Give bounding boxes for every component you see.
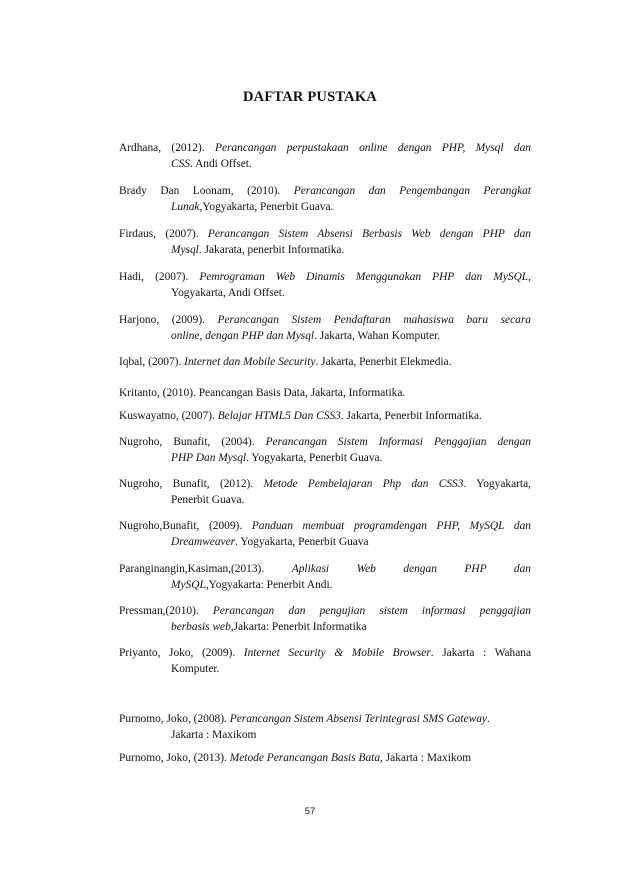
reference-publisher: . Jakarta, Wahan Komputer. xyxy=(314,330,441,342)
reference-publisher: . Andi Offset. xyxy=(190,158,252,170)
reference-publisher: Jakarta : Maxikom xyxy=(171,729,257,741)
reference-title: PHP Dan Mysql xyxy=(171,452,247,464)
reference-title: Panduan membuat programdengan PHP, MySQL dan xyxy=(251,520,531,532)
reference-title: Perancangan Sistem Absensi Berbasis Web dengan PHP dan xyxy=(207,228,531,240)
reference-line xyxy=(119,183,531,199)
reference-title: online, dengan PHP dan Mysql xyxy=(171,330,315,342)
reference-title: Lunak xyxy=(171,201,200,213)
reference-author: Ardhana, (2012). xyxy=(119,142,215,154)
reference-line xyxy=(119,711,531,727)
reference-entry xyxy=(119,354,531,370)
reference-line xyxy=(119,312,531,328)
reference-publisher: ,Yogyakarta, Penerbit Guava. xyxy=(199,201,334,213)
reference-entry xyxy=(119,476,531,508)
reference-line xyxy=(119,226,531,242)
reference-author: Priyanto, Joko, (2009). xyxy=(119,647,244,659)
reference-publisher: . Jakarta : Wahana xyxy=(430,647,531,659)
reference-title: CSS xyxy=(171,158,190,170)
reference-line xyxy=(119,476,531,492)
reference-publisher: ,Jakarta: Penerbit Informatika xyxy=(230,621,367,633)
reference-line-continued xyxy=(119,450,531,466)
reference-title: Perancangan Sistem Informasi Penggajian dengan xyxy=(265,436,531,448)
reference-title: Pemrograman Web Dinamis Menggunakan PHP dan MySQL xyxy=(199,271,529,283)
reference-line-continued xyxy=(119,328,531,344)
reference-author: Kuswayatno, (2007). xyxy=(119,410,218,422)
reference-entry xyxy=(119,603,531,635)
reference-title: Perancangan perpustakaan online dengan PHP, Mysql dan xyxy=(215,142,531,154)
reference-entry xyxy=(119,385,531,401)
reference-title: berbasis web xyxy=(171,621,231,633)
reference-entry xyxy=(119,269,531,301)
reference-line xyxy=(119,354,531,370)
page-title: DAFTAR PUSTAKA xyxy=(243,89,377,105)
reference-entry xyxy=(119,518,531,550)
reference-line xyxy=(119,603,531,619)
reference-entry xyxy=(119,226,531,258)
reference-author: Purnomo, Joko, (2013). xyxy=(119,752,230,764)
reference-line-continued xyxy=(119,619,531,635)
reference-title: Metode Pembelajaran Php dan CSS3 xyxy=(263,478,464,490)
reference-publisher: Penerbit Guava. xyxy=(171,494,245,506)
reference-publisher: . xyxy=(486,713,490,725)
reference-author: Kritanto, (2010). Peancangan Basis Data, Jakarta, Informatika. xyxy=(119,387,406,399)
reference-entry xyxy=(119,645,531,677)
reference-line xyxy=(119,434,531,450)
reference-line-continued xyxy=(119,285,531,301)
reference-line xyxy=(119,408,531,424)
reference-title: MySQL xyxy=(171,579,206,591)
reference-title: Perancangan dan Pengembangan Perangkat xyxy=(293,185,531,197)
reference-line xyxy=(119,750,531,766)
reference-title: Metode Perancangan Basis Bata xyxy=(229,752,381,764)
reference-line-continued xyxy=(119,156,531,172)
reference-entry xyxy=(119,140,531,172)
reference-title: Mysql xyxy=(171,244,199,256)
reference-line-continued xyxy=(119,534,531,550)
reference-publisher: ,Yogyakarta: Penerbit Andi. xyxy=(205,579,333,591)
reference-author: Firdaus, (2007). xyxy=(119,228,208,240)
reference-publisher: Komputer. xyxy=(171,663,220,675)
reference-title: Perancangan dan pengujian sistem informasi penggajian xyxy=(212,605,531,617)
reference-line-continued xyxy=(119,199,531,215)
reference-title: Dreamweaver xyxy=(171,536,236,548)
reference-author: Nugroho, Bunafit, (2012). xyxy=(119,478,264,490)
reference-author: Purnomo, Joko, (2008). xyxy=(119,713,230,725)
reference-entry xyxy=(119,434,531,466)
reference-entry xyxy=(119,711,531,743)
reference-author: Brady Dan Loonam, (2010). xyxy=(119,185,294,197)
reference-author: Nugroho, Bunafit, (2004). xyxy=(119,436,266,448)
reference-publisher: . Jakarta, Penerbit Elekmedia. xyxy=(315,356,452,368)
reference-title: Perancangan Sistem Absensi Terintegrasi SMS Gateway xyxy=(229,713,487,725)
reference-publisher: . Yogyakarta, Penerbit Guava xyxy=(235,536,369,548)
reference-publisher: Yogyakarta, Andi Offset. xyxy=(171,287,285,299)
reference-author: Nugroho,Bunafit, (2009). xyxy=(119,520,252,532)
reference-line xyxy=(119,561,531,577)
reference-line-continued xyxy=(119,242,531,258)
reference-entry xyxy=(119,561,531,593)
reference-publisher: . Jakarta, Penerbit Informatika. xyxy=(340,410,482,422)
reference-author: Harjono, (2009). xyxy=(119,314,218,326)
reference-author: Iqbal, (2007). xyxy=(119,356,185,368)
reference-publisher: . Jakarata, penerbit Informatika. xyxy=(198,244,345,256)
reference-entry xyxy=(119,750,531,766)
reference-publisher: . Yogyakarta, Penerbit Guava. xyxy=(246,452,383,464)
reference-line-continued xyxy=(119,727,531,743)
reference-line xyxy=(119,518,531,534)
page-number: 57 xyxy=(304,806,316,817)
reference-line xyxy=(119,645,531,661)
reference-entry xyxy=(119,312,531,344)
reference-publisher: , Jakarta : Maxikom xyxy=(380,752,472,764)
reference-author: Paranginangin,Kasiman,(2013). xyxy=(119,563,292,575)
reference-title: Internet Security & Mobile Browser xyxy=(243,647,431,659)
reference-title: Internet dan Mobile Security xyxy=(184,356,316,368)
reference-publisher: . Yogyakarta, xyxy=(463,478,531,490)
reference-line-continued xyxy=(119,661,531,677)
reference-entry xyxy=(119,183,531,215)
reference-author: Pressman,(2010). xyxy=(119,605,213,617)
reference-line xyxy=(119,385,531,401)
reference-title: Aplikasi Web dengan PHP dan xyxy=(291,563,532,575)
reference-line xyxy=(119,269,531,285)
reference-entry xyxy=(119,408,531,424)
reference-line-continued xyxy=(119,577,531,593)
reference-title: Perancangan Sistem Pendaftaran mahasiswa baru secara xyxy=(217,314,531,326)
reference-line-continued xyxy=(119,492,531,508)
reference-publisher: , xyxy=(528,271,531,283)
reference-title: Belajar HTML5 Dan CSS3 xyxy=(217,410,341,422)
reference-line xyxy=(119,140,531,156)
reference-author: Hadi, (2007). xyxy=(119,271,200,283)
